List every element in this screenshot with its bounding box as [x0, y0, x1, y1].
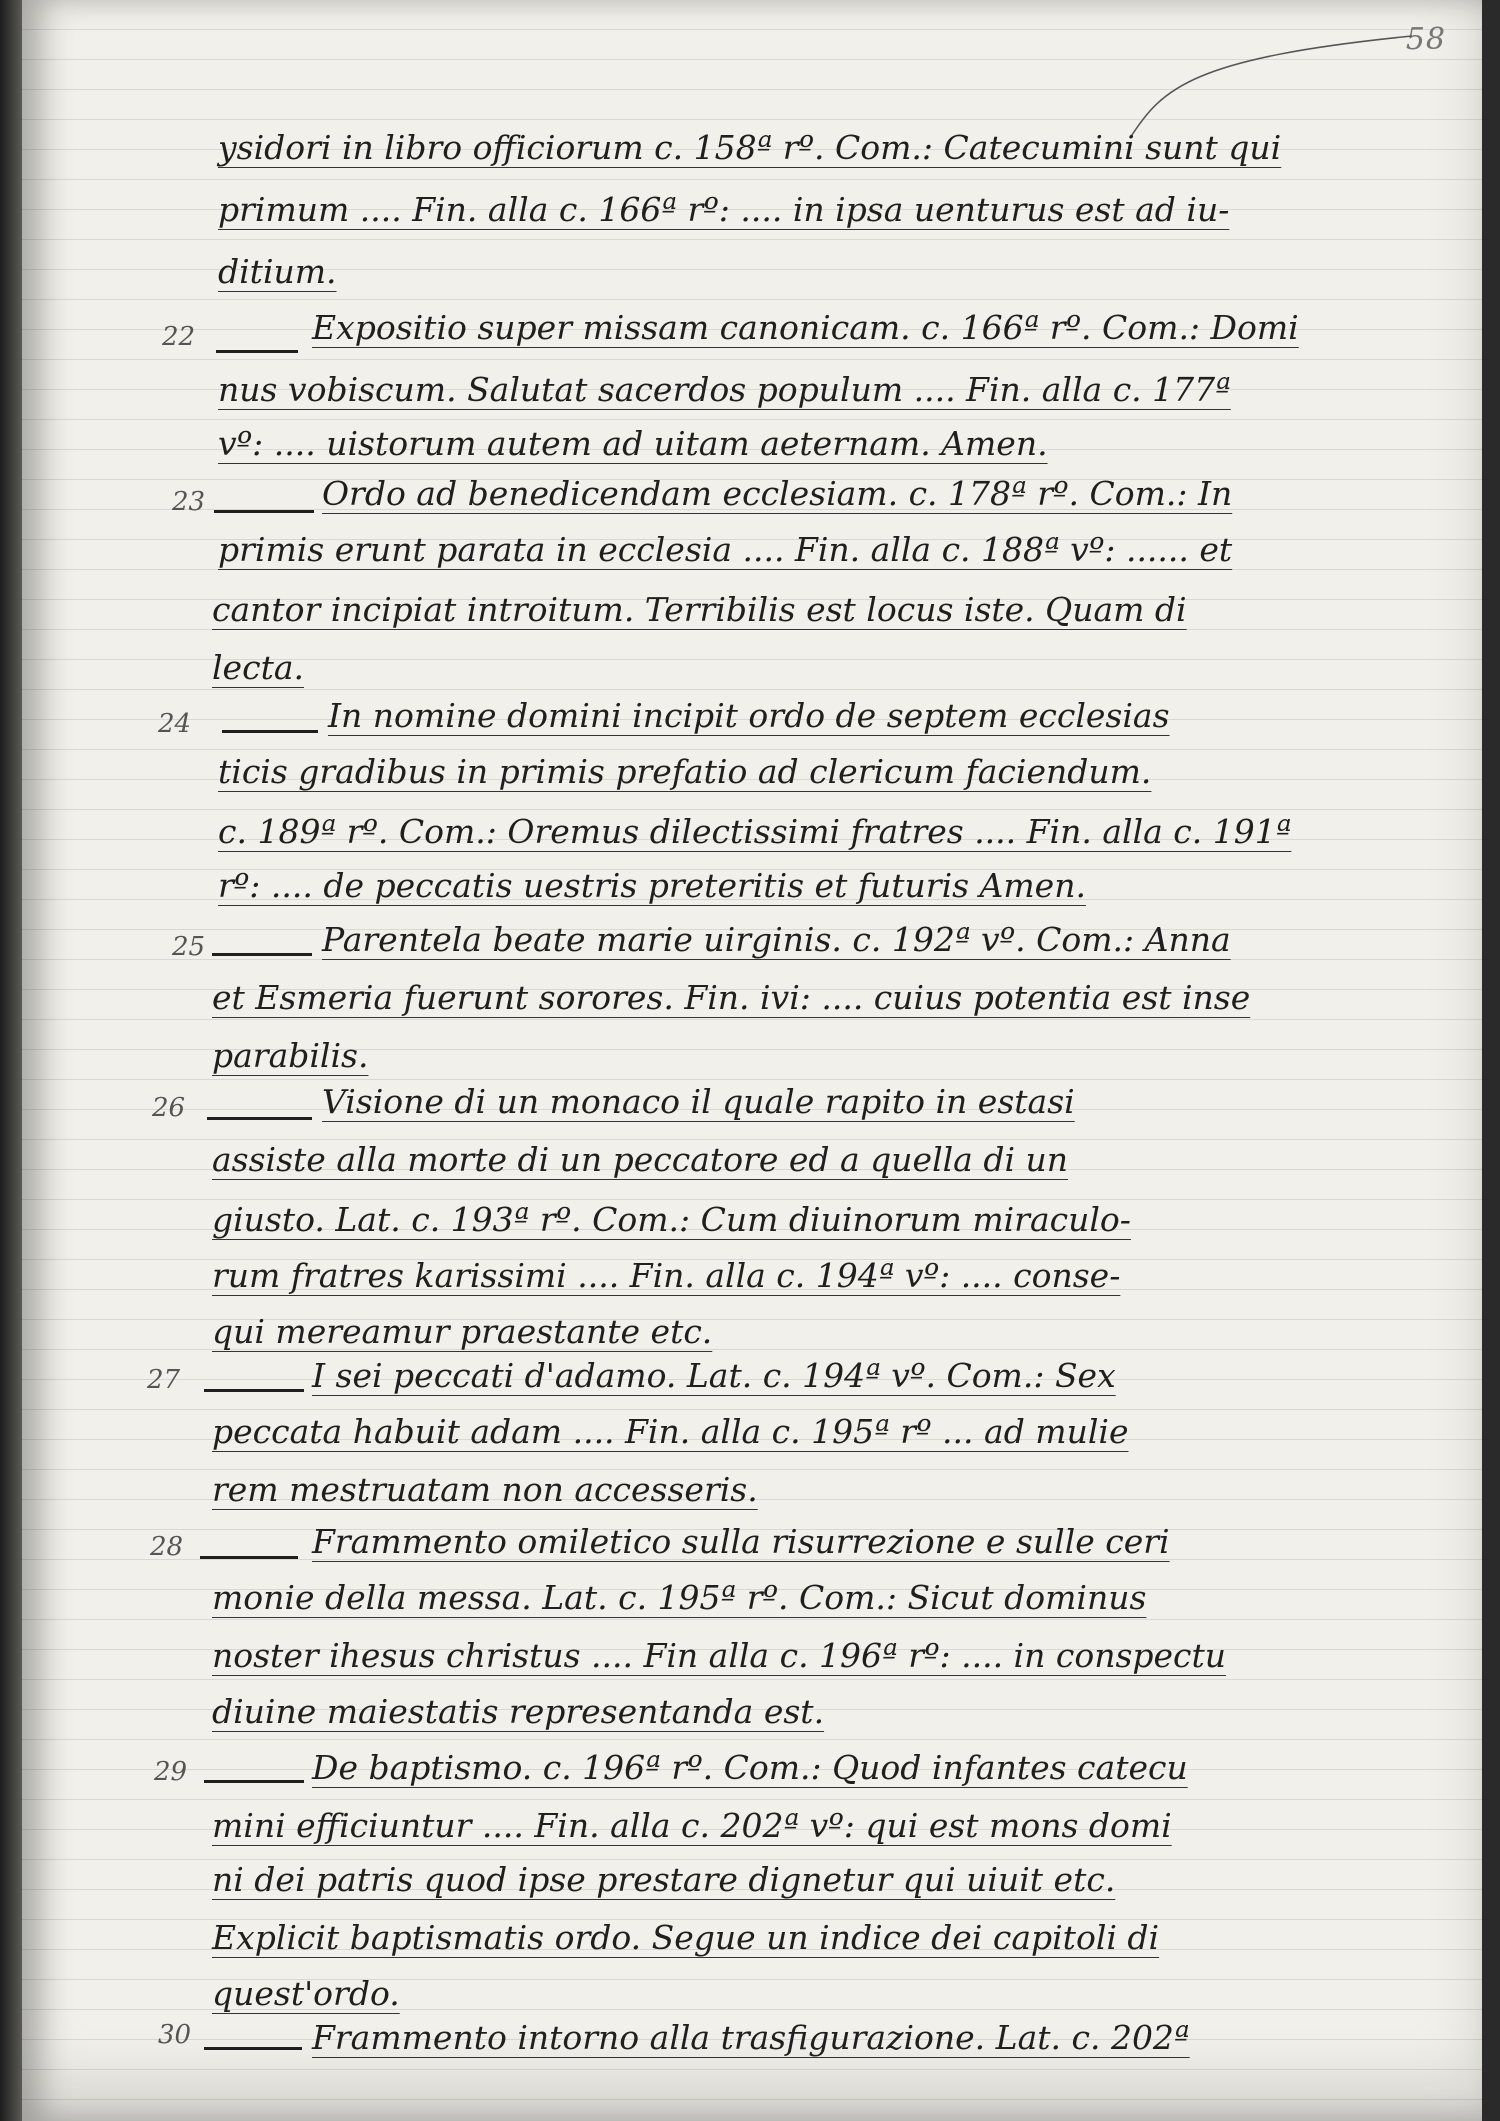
text-line: et Esmeria fuerunt sorores. Fin. ivi: .... cuius potentia est inse — [212, 978, 1251, 1017]
entry-dash — [216, 350, 298, 353]
text-line: ticis gradibus in primis prefatio ad clericum faciendum. — [218, 752, 1152, 791]
entry-number: 30 — [158, 2020, 192, 2050]
entry-dash — [204, 1780, 304, 1783]
entry-number: 25 — [172, 932, 206, 962]
text-line: mini efficiuntur .... Fin. alla c. 202ª vº: qui est mons domi — [212, 1806, 1172, 1845]
text-line: Frammento omiletico sulla risurrezione e sulle ceri — [312, 1522, 1170, 1561]
text-line: De baptismo. c. 196ª rº. Com.: Quod infantes catecu — [312, 1748, 1188, 1787]
text-line: ni dei patris quod ipse prestare dignetur qui uiuit etc. — [212, 1860, 1116, 1899]
text-line: diuine maiestatis representanda est. — [212, 1692, 825, 1731]
text-line: parabilis. — [212, 1036, 369, 1075]
page-binding-edge — [0, 0, 22, 2121]
entry-number: 22 — [162, 322, 196, 352]
text-line: lecta. — [212, 648, 304, 687]
entry-dash — [212, 953, 312, 956]
text-line: cantor incipiat introitum. Terribilis est locus iste. Quam di — [212, 590, 1187, 629]
text-line: rº: .... de peccatis uestris preteritis et futuris Amen. — [218, 866, 1086, 905]
text-line: nus vobiscum. Salutat sacerdos populum .... Fin. alla c. 177ª — [218, 370, 1231, 409]
text-line: vº: .... uistorum autem ad uitam aeternam. Amen. — [218, 424, 1048, 463]
text-line: Expositio super missam canonicam. c. 166ª rº. Com.: Domi — [312, 308, 1299, 347]
text-line: In nomine domini incipit ordo de septem ecclesias — [328, 696, 1170, 735]
entry-dash — [204, 2047, 302, 2050]
entry-number: 23 — [172, 487, 206, 517]
text-line: Ordo ad benedicendam ecclesiam. c. 178ª rº. Com.: In — [322, 474, 1233, 513]
text-line: ysidori in libro officiorum c. 158ª rº. Com.: Catecumini sunt qui — [218, 128, 1282, 167]
entry-dash — [204, 1389, 304, 1392]
entry-number: 28 — [150, 1532, 184, 1562]
entry-dash — [222, 730, 318, 733]
text-line: noster ihesus christus .... Fin alla c. 196ª rº: .... in conspectu — [212, 1636, 1227, 1675]
text-line: qui mereamur praestante etc. — [212, 1312, 713, 1351]
text-line: Visione di un monaco il quale rapito in estasi — [322, 1082, 1075, 1121]
text-line: primis erunt parata in ecclesia .... Fin. alla c. 188ª vº: ...... et — [218, 530, 1233, 569]
text-line: giusto. Lat. c. 193ª rº. Com.: Cum diuinorum miraculo- — [212, 1200, 1131, 1239]
entry-number: 24 — [158, 709, 192, 739]
entry-dash — [207, 1117, 312, 1120]
entry-number: 27 — [147, 1365, 181, 1395]
text-line: quest'ordo. — [212, 1974, 400, 2013]
entry-dash — [200, 1556, 298, 1559]
page-number: 58 — [1405, 22, 1446, 57]
text-line: c. 189ª rº. Com.: Oremus dilectissimi fratres .... Fin. alla c. 191ª — [218, 812, 1292, 851]
text-line: Explicit baptismatis ordo. Segue un indice dei capitoli di — [212, 1918, 1160, 1957]
text-line: Frammento intorno alla trasfigurazione. Lat. c. 202ª — [312, 2018, 1190, 2057]
entry-dash — [214, 510, 314, 513]
text-line: I sei peccati d'adamo. Lat. c. 194ª vº. Com.: Sex — [312, 1356, 1116, 1395]
text-line: primum .... Fin. alla c. 166ª rº: .... in ipsa uenturus est ad iu- — [218, 190, 1230, 229]
entry-number: 26 — [152, 1093, 186, 1123]
text-line: monie della messa. Lat. c. 195ª rº. Com.: Sicut dominus — [212, 1578, 1147, 1617]
manuscript-page — [22, 0, 1482, 2121]
text-line: assiste alla morte di un peccatore ed a quella di un — [212, 1140, 1069, 1179]
text-line: peccata habuit adam .... Fin. alla c. 195ª rº ... ad mulie — [212, 1412, 1129, 1451]
text-line: rum fratres karissimi .... Fin. alla c. 194ª vº: .... conse- — [212, 1256, 1121, 1295]
entry-number: 29 — [154, 1757, 188, 1787]
text-line: rem mestruatam non accesseris. — [212, 1470, 758, 1509]
text-line: Parentela beate marie uirginis. c. 192ª vº. Com.: Anna — [322, 920, 1231, 959]
text-line: ditium. — [218, 252, 337, 291]
